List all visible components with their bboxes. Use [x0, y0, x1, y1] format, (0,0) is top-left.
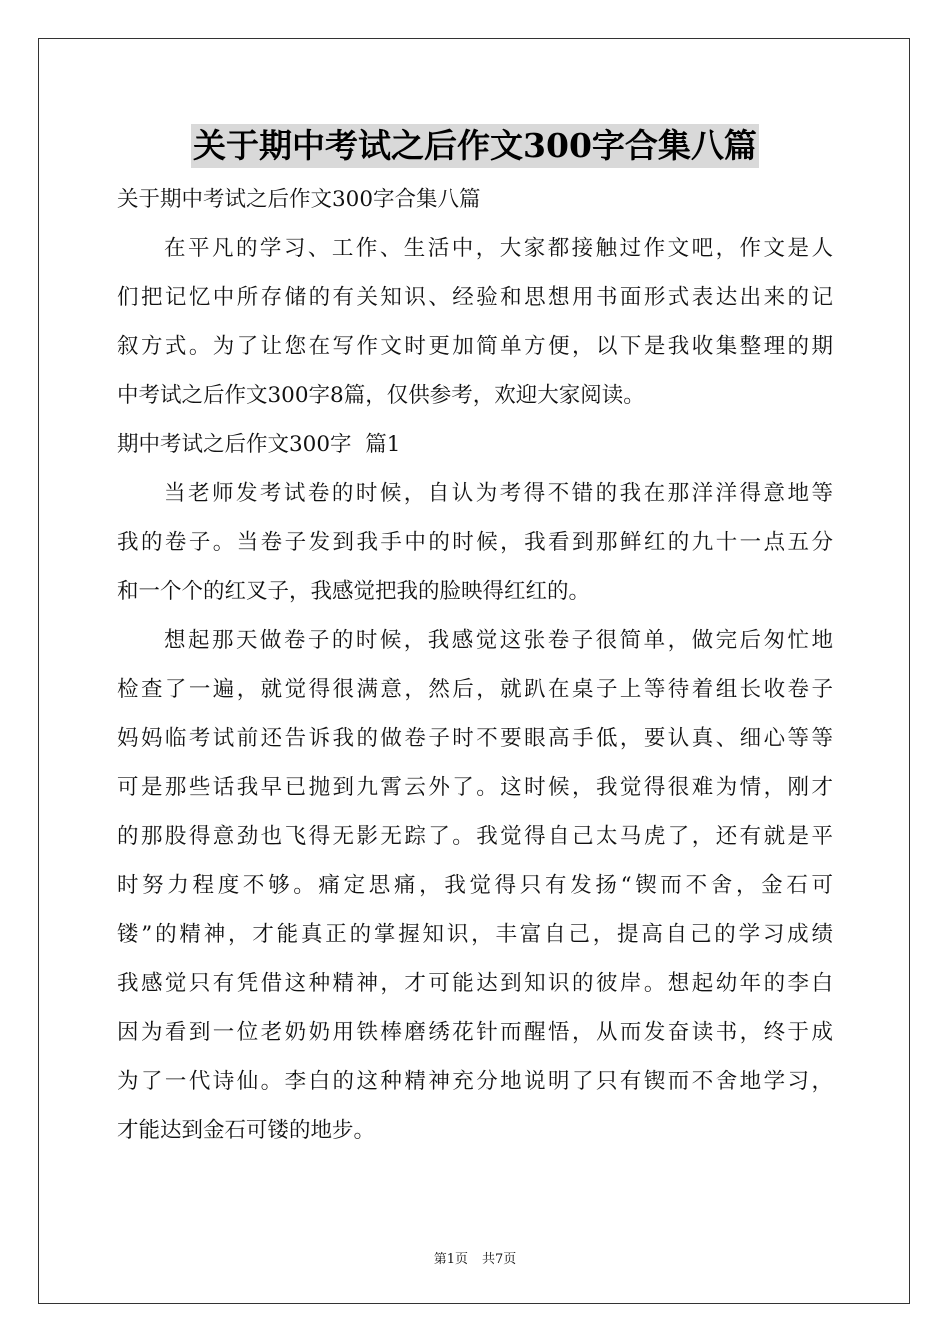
paragraph-line: 和一个个的红叉子，我感觉把我的脸映得红红的。 — [117, 579, 591, 604]
intro-line: 叙方式。为了让您在写作文时更加简单方便，以下是我收集整理的期 — [117, 334, 833, 359]
page-number: 第1页 — [433, 1252, 468, 1267]
paragraph-line: 为了一代诗仙。李白的这种精神充分地说明了只有锲而不舍地学习， — [117, 1069, 833, 1094]
paragraph-line: 我的卷子。当卷子发到我手中的时候，我看到那鲜红的九十一点五分 — [117, 530, 833, 555]
document-title: 关于期中考试之后作文300字合集八篇 — [191, 124, 759, 168]
section-heading: 期中考试之后作文300字 篇1 — [117, 432, 401, 457]
paragraph-line: 才能达到金石可镂的地步。 — [117, 1118, 376, 1143]
paragraph-line: 镂”的精神，才能真正的掌握知识，丰富自己，提高自己的学习成绩 — [117, 922, 833, 947]
title-container — [0, 124, 950, 168]
subtitle: 关于期中考试之后作文300字合集八篇 — [117, 187, 481, 212]
intro-line: 们把记忆中所存储的有关知识、经验和思想用书面形式表达出来的记 — [117, 285, 833, 310]
paragraph-line: 妈妈临考试前还告诉我的做卷子时不要眼高手低，要认真、细心等等 — [117, 726, 833, 751]
paragraph-line: 当老师发考试卷的时候，自认为考得不错的我在那洋洋得意地等 — [164, 481, 833, 506]
page-footer — [0, 1248, 950, 1267]
paragraph-line: 时努力程度不够。痛定思痛，我觉得只有发扬“锲而不舍，金石可 — [117, 873, 833, 898]
intro-line: 中考试之后作文300字8篇，仅供参考，欢迎大家阅读。 — [117, 383, 645, 408]
page-total: 共7页 — [482, 1252, 517, 1267]
paragraph-line: 可是那些话我早已抛到九霄云外了。这时候，我觉得很难为情，刚才 — [117, 775, 833, 800]
paragraph-line: 想起那天做卷子的时候，我感觉这张卷子很简单，做完后匆忙地 — [164, 628, 833, 653]
paragraph-line: 我感觉只有凭借这种精神，才可能达到知识的彼岸。想起幼年的李白 — [117, 971, 833, 996]
document-body — [117, 176, 833, 1155]
intro-line: 在平凡的学习、工作、生活中，大家都接触过作文吧，作文是人 — [164, 236, 833, 261]
paragraph-line: 的那股得意劲也飞得无影无踪了。我觉得自己太马虎了，还有就是平 — [117, 824, 833, 849]
paragraph-line: 因为看到一位老奶奶用铁棒磨绣花针而醒悟，从而发奋读书，终于成 — [117, 1020, 833, 1045]
paragraph-line: 检查了一遍，就觉得很满意，然后，就趴在桌子上等待着组长收卷子 — [117, 677, 833, 702]
